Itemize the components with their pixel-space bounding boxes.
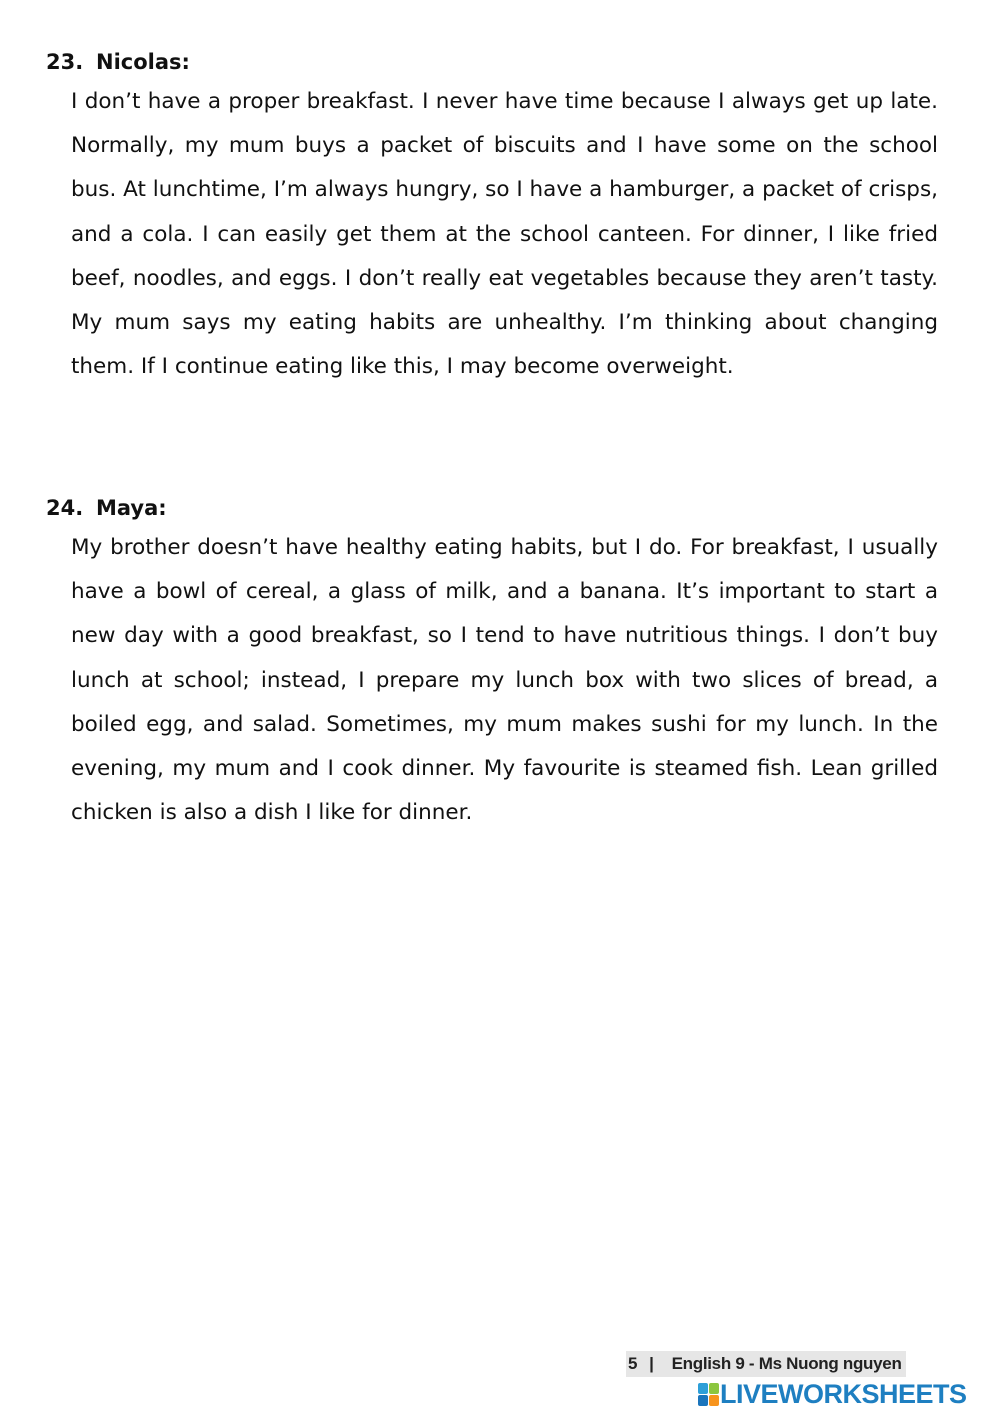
logo-square-4 <box>709 1395 719 1406</box>
page-number: 5 <box>628 1354 638 1373</box>
question-number: 23. <box>46 50 84 74</box>
logo-square-3 <box>698 1395 708 1406</box>
logo-square-2 <box>709 1383 719 1394</box>
passage-heading <box>46 44 938 80</box>
speaker-name: Maya: <box>96 496 167 520</box>
liveworksheets-brand[interactable] <box>698 1379 967 1409</box>
passage-section-23 <box>46 44 938 436</box>
footer-separator: | <box>649 1354 654 1373</box>
passage-text: My brother doesn’t have healthy eating habits, but I do. For breakfast, I usually have a bowl of cereal, a glass of milk, and a banana. It’s important to start a new day with a good breakfast, so I tend to have nutritious things. I don’t buy lunch at school; instead, I prepare my lunch box with two slices of bread, a boiled egg, and salad. Sometimes, my mum makes sushi for my lunch. In the evening, my mum and I cook dinner. My favourite is steamed fish. Lean grilled chicken is also a dish I like for dinner. <box>71 535 938 826</box>
speaker-name: Nicolas: <box>96 50 190 74</box>
passage-text: I don’t have a proper breakfast. I never have time because I always get up late. Normally, my mum buys a packet of biscuits and I have some on the school bus. At lunchtime, I’m always hungry, so I have a hamburger, a packet of crisps, and a cola. I can easily get them at the school canteen. For dinner, I like fried beef, noodles, and eggs. I don’t really eat vegetables because they aren’t tasty. My mum says my eating habits are unhealthy. I’m thinking about changing them. If I continue eating like this, I may become overweight. <box>71 89 938 380</box>
passage-heading <box>46 490 938 526</box>
question-number: 24. <box>46 496 84 520</box>
passage-section-24 <box>46 490 938 838</box>
liveworksheets-logo-icon <box>698 1383 718 1405</box>
brand-name: LIVEWORKSHEETS <box>720 1379 967 1409</box>
logo-square-1 <box>698 1383 708 1394</box>
page-footer <box>626 1351 906 1377</box>
course-title: English 9 - Ms Nuong nguyen <box>671 1354 902 1373</box>
